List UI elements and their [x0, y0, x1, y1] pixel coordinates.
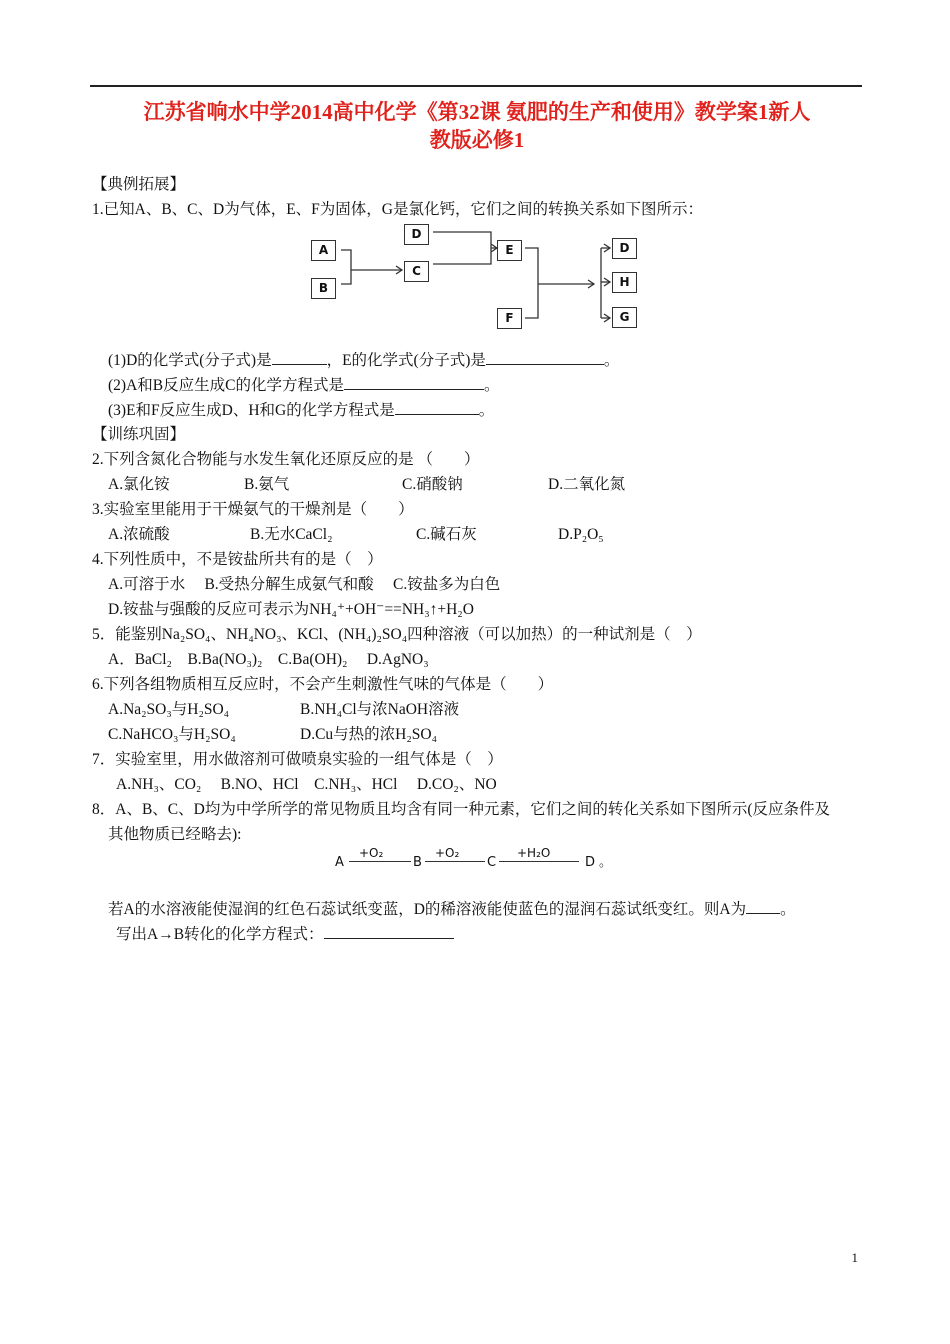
node-a: A	[311, 240, 336, 261]
q8-write-label: 写出A→B转化的化学方程式：	[116, 926, 324, 943]
node-d-right: D	[612, 238, 637, 259]
q2-option-b: B.氨气	[244, 476, 290, 493]
answer-blank[interactable]	[746, 899, 780, 914]
q1-stem: 1.已知A、B、C、D为气体，E、F为固体，G是氯化钙，它们之间的转换关系如下图所示：	[92, 201, 703, 218]
q4-stem: 4.下列性质中，不是铵盐所共有的是（ ）	[92, 551, 383, 568]
answer-blank[interactable]	[395, 400, 479, 415]
node-d-top: D	[404, 224, 429, 245]
q3-option-a: A.浓硫酸	[108, 526, 170, 543]
chain-reagent-3: +H₂O	[517, 846, 551, 860]
q2-stem: 2.下列含氮化合物能与水发生氧化还原反应的是 （ ）	[92, 451, 480, 468]
q1-part1-end: 。	[603, 352, 620, 369]
q8-condition	[108, 899, 796, 920]
q7-options: A.NH₃、CO₂ B.NO、HCl C.NH₃、HCl D.CO₂、NO	[116, 776, 497, 793]
answer-blank[interactable]	[272, 350, 327, 365]
q6-stem: 6.下列各组物质相互反应时，不会产生刺激性气味的气体是（ ）	[92, 676, 554, 693]
q4-option-d: D.铵盐与强酸的反应可表示为NH₄⁺+OH⁻==NH₃↑+H₂O	[108, 601, 474, 618]
q8-reaction-chain	[335, 846, 625, 874]
q6-option-b: B.NH₄Cl与浓NaOH溶液	[300, 701, 460, 718]
q8-condition-text: 若A的水溶液能使湿润的红色石蕊试纸变蓝，D的稀溶液能使蓝色的湿润石蕊试纸变红。则A为	[108, 901, 747, 918]
q7-stem: 7．实验室里，用水做溶剂可做喷泉实验的一组气体是（ ）	[92, 751, 503, 768]
q8-stem-1: 8．A、B、C、D均为中学所学的常见物质且均含有同一种元素，它们之间的转化关系如下图所示(反应条件及	[92, 801, 830, 818]
answer-blank[interactable]	[344, 375, 484, 390]
q2-option-d: D.二氧化氮	[548, 476, 626, 493]
chain-a: A	[335, 855, 344, 870]
chain-arrow-1	[349, 861, 411, 862]
q2-option-c: C.硝酸钠	[402, 476, 463, 493]
q4-options-abc: A.可溶于水 B.受热分解生成氨气和酸 C.铵盐多为白色	[108, 576, 501, 593]
q1-part1	[108, 350, 619, 371]
answer-blank[interactable]	[324, 924, 454, 939]
chain-d: D	[585, 855, 596, 870]
q3-option-c: C.碱石灰	[416, 526, 477, 543]
node-g: G	[612, 307, 637, 328]
q6-option-a: A.Na₂SO₃与H₂SO₄	[108, 701, 230, 718]
q8-write-equation	[116, 924, 454, 945]
header-rule	[90, 85, 862, 87]
q5-options: A．BaCl₂ B.Ba(NO₃)₂ C.Ba(OH)₂ D.AgNO₃	[108, 651, 429, 668]
chain-c: C	[487, 855, 497, 870]
chain-reagent-1: +O₂	[359, 846, 384, 860]
node-f: F	[497, 308, 522, 329]
page-number: 1	[851, 1250, 858, 1265]
q1-part2-end: 。	[483, 377, 500, 394]
q1-flow-diagram	[305, 220, 645, 332]
node-b: B	[311, 278, 336, 299]
chain-b: B	[413, 855, 422, 870]
q8-condition-end: 。	[780, 901, 796, 918]
q6-option-d: D.Cu与热的浓H₂SO₄	[300, 726, 437, 743]
node-h: H	[612, 272, 637, 293]
q1-part3	[108, 400, 494, 421]
q1-part2-label: (2)A和B反应生成C的化学方程式是	[108, 377, 344, 394]
q1-part3-label: (3)E和F反应生成D、H和G的化学方程式是	[108, 402, 395, 419]
node-e: E	[497, 240, 522, 261]
q1-part2	[108, 375, 499, 396]
document-title	[92, 98, 862, 154]
chain-reagent-2: +O₂	[435, 846, 460, 860]
q3-option-b: B.无水CaCl₂	[250, 526, 333, 543]
q8-stem-2: 其他物质已经略去):	[108, 826, 242, 843]
answer-blank[interactable]	[486, 350, 604, 365]
node-c: C	[404, 261, 429, 282]
examples-header: 【典例拓展】	[92, 176, 186, 193]
title-line-2: 教版必修1	[429, 128, 525, 152]
q6-option-c: C.NaHCO₃与H₂SO₄	[108, 726, 236, 743]
title-line-1: 江苏省响水中学2014高中化学《第32课 氨肥的生产和使用》教学案1新人	[143, 100, 811, 124]
q1-part1-label-b: ，E的化学式(分子式)是	[326, 352, 486, 369]
chain-arrow-3	[499, 861, 579, 862]
q2-option-a: A.氯化铵	[108, 476, 170, 493]
q5-stem: 5．能鉴别Na₂SO₄、NH₄NO₃、KCl、(NH₄)₂SO₄四种溶液（可以加热）的一种试剂是（ ）	[92, 626, 702, 643]
q3-stem: 3.实验室里能用于干燥氨气的干燥剂是（ ）	[92, 501, 414, 518]
q3-option-d: D.P₂O₅	[558, 526, 604, 543]
chain-end: 。	[599, 855, 613, 870]
q1-part1-label: (1)D的化学式(分子式)是	[108, 352, 272, 369]
practice-header: 【训练巩固】	[92, 426, 186, 443]
chain-arrow-2	[425, 861, 485, 862]
q1-part3-end: 。	[478, 402, 495, 419]
